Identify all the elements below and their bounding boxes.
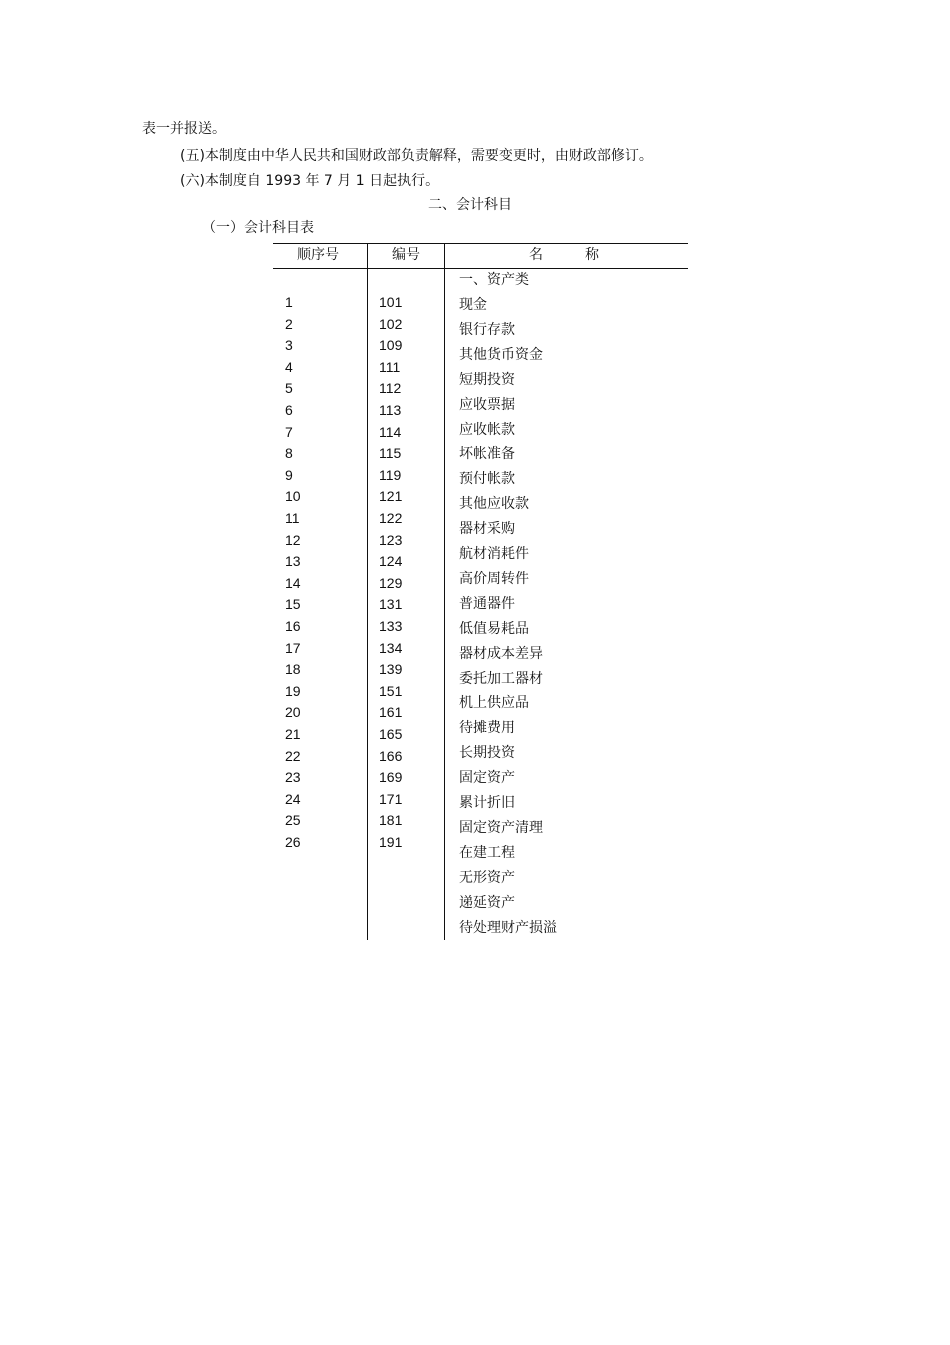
seq-cell: 9 <box>285 466 293 483</box>
category-label: 一、资产类 <box>459 272 529 288</box>
seq-cell: 17 <box>285 639 301 656</box>
paragraph-six: (六)本制度自 1993 年 7 月 1 日起执行。 <box>180 173 440 189</box>
name-cell: 待处理财产损溢 <box>459 919 557 936</box>
name-cell: 短期投资 <box>459 371 515 388</box>
code-cell: 101 <box>379 294 403 310</box>
name-cell: 在建工程 <box>459 844 515 861</box>
code-cell: 121 <box>379 488 403 505</box>
seq-cell: 7 <box>285 423 293 440</box>
seq-cell: 5 <box>285 380 293 397</box>
code-cell: 119 <box>379 466 402 483</box>
name-cell: 应收票据 <box>459 396 515 413</box>
seq-cell: 25 <box>285 812 301 829</box>
code-cell: 133 <box>379 618 403 634</box>
name-cell: 器材成本差异 <box>459 645 543 662</box>
seq-cell: 18 <box>285 661 301 678</box>
table-top-rule <box>273 243 688 244</box>
table-header-rule <box>273 268 688 269</box>
seq-cell: 2 <box>285 315 293 332</box>
seq-cell: 23 <box>285 769 301 786</box>
name-cell: 其他应收款 <box>459 496 529 513</box>
seq-cell: 3 <box>285 337 293 354</box>
seq-cell: 14 <box>285 574 301 591</box>
seq-cell: 1 <box>285 294 293 310</box>
seq-cell: 21 <box>285 726 301 742</box>
code-cell: 161 <box>379 704 403 721</box>
code-cell: 129 <box>379 574 403 591</box>
seq-cell: 19 <box>285 682 301 699</box>
code-cell: 114 <box>379 423 402 440</box>
paragraph-continuation: 表一并报送。 <box>142 121 226 137</box>
name-cell: 无形资产 <box>459 869 515 886</box>
code-cell: 109 <box>379 337 403 354</box>
name-cell: 递延资产 <box>459 894 515 911</box>
seq-cell: 13 <box>285 553 301 570</box>
code-cell: 181 <box>379 812 403 829</box>
seq-cell: 20 <box>285 704 301 721</box>
code-cell: 102 <box>379 315 403 332</box>
seq-cell: 15 <box>285 596 301 613</box>
header-code: 编号 <box>392 247 420 263</box>
name-cell: 普通器件 <box>459 595 515 612</box>
seq-cell: 24 <box>285 790 301 807</box>
name-cell: 待摊费用 <box>459 720 515 737</box>
code-cell: 191 <box>379 834 403 850</box>
code-cell: 112 <box>379 380 402 397</box>
code-cell: 115 <box>379 445 402 462</box>
code-cell: 165 <box>379 726 403 742</box>
seq-cell: 8 <box>285 445 293 462</box>
name-cell: 低值易耗品 <box>459 620 529 637</box>
seq-cell: 10 <box>285 488 301 505</box>
code-cell: 134 <box>379 639 403 656</box>
name-cell: 固定资产 <box>459 770 515 787</box>
code-cell: 124 <box>379 553 403 570</box>
code-cell: 113 <box>379 402 402 418</box>
name-cell: 固定资产清理 <box>459 819 543 836</box>
name-cell: 器材采购 <box>459 521 515 538</box>
name-cell: 委托加工器材 <box>459 670 543 687</box>
name-cell: 现金 <box>459 297 487 313</box>
seq-cell: 12 <box>285 531 301 548</box>
code-cell: 123 <box>379 531 403 548</box>
seq-cell: 26 <box>285 834 301 850</box>
code-cell: 171 <box>379 790 403 807</box>
name-cell: 机上供应品 <box>459 695 529 712</box>
header-seq: 顺序号 <box>297 247 339 263</box>
name-cell: 其他货币资金 <box>459 346 543 363</box>
seq-cell: 11 <box>285 510 300 526</box>
seq-cell: 16 <box>285 618 301 634</box>
code-cell: 151 <box>379 682 403 699</box>
code-cell: 139 <box>379 661 403 678</box>
seq-cell: 4 <box>285 358 293 375</box>
code-cell: 131 <box>379 596 403 613</box>
seq-cell: 22 <box>285 747 301 764</box>
name-cell: 航材消耗件 <box>459 546 529 562</box>
name-cell: 高价周转件 <box>459 570 529 587</box>
subsection-title: （一）会计科目表 <box>202 220 314 236</box>
name-cell: 长期投资 <box>459 745 515 762</box>
seq-cell: 6 <box>285 402 293 418</box>
accounts-table <box>273 243 688 940</box>
header-name: 名 称 <box>529 247 599 263</box>
paragraph-five: (五)本制度由中华人民共和国财政部负责解释，需要变更时，由财政部修订。 <box>180 148 653 164</box>
code-cell: 122 <box>379 510 403 526</box>
name-cell: 预付帐款 <box>459 471 515 488</box>
code-cell: 111 <box>379 358 401 375</box>
name-cell: 累计折旧 <box>459 795 515 811</box>
code-cell: 169 <box>379 769 403 786</box>
name-cell: 银行存款 <box>459 321 515 338</box>
name-cell: 坏帐准备 <box>459 446 515 463</box>
column-divider-2 <box>444 243 445 940</box>
column-divider-1 <box>367 243 368 940</box>
code-cell: 166 <box>379 747 403 764</box>
name-cell: 应收帐款 <box>459 421 515 438</box>
section-title: 二、会计科目 <box>428 197 512 213</box>
